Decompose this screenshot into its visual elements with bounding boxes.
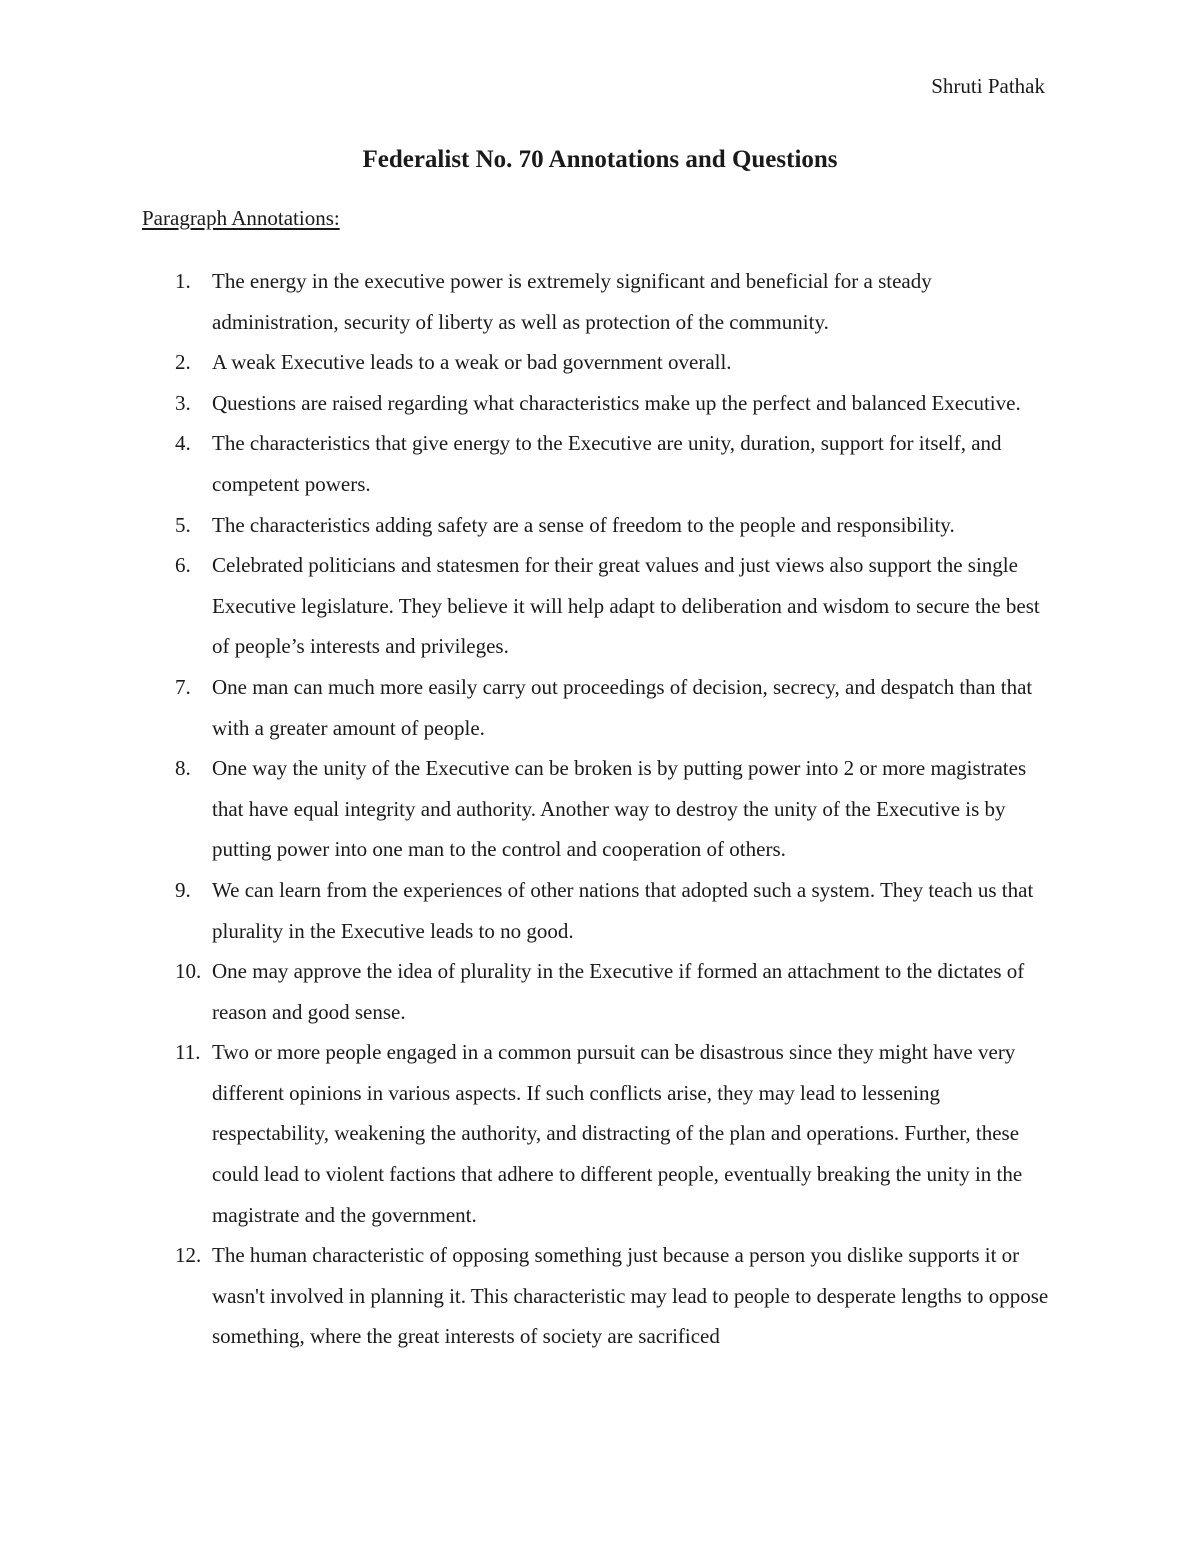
list-item [142,505,1062,546]
list-item [142,261,1062,342]
item-text: Questions are raised regarding what characteristics make up the perfect and balanced Executive. [212,390,1021,415]
item-number: 6. [175,553,191,578]
list-item [142,748,1062,870]
item-text: A weak Executive leads to a weak or bad government overall. [212,350,732,375]
item-text: The human characteristic of opposing something just because a person you dislike supports it or wasn't involved in planning it. This characteristic may lead to people to desperate lengths to oppose something, where the great interests of society are sacrificed [212,1243,1049,1349]
item-number: 10. [175,959,202,984]
item-number: 9. [175,877,191,902]
item-number: 8. [175,756,191,781]
item-number: 4. [175,431,191,456]
list-item [142,1235,1062,1357]
list-item [142,1032,1062,1235]
section-heading: Paragraph Annotations: [142,206,340,230]
annotation-list [142,261,1062,1357]
author-name: Shruti Pathak [931,74,1045,98]
item-text: One way the unity of the Executive can be broken is by putting power into 2 or more magistrates that have equal integrity and authority. Another way to destroy the unity of the Executive is by putting power into one man to the control and cooperation of others. [212,756,1027,862]
item-text: Celebrated politicians and statesmen for their great values and just views also support the single Executive legislature. They believe it will help adapt to deliberation and wisdom to secure the best of people’s interests and privileges. [212,553,1040,659]
list-item [142,667,1062,748]
document-title: Federalist No. 70 Annotations and Questions [362,146,838,173]
item-number: 12. [175,1243,202,1268]
list-item [142,383,1062,424]
item-number: 2. [175,350,191,375]
list-item [142,545,1062,667]
item-text: The characteristics adding safety are a sense of freedom to the people and responsibility. [212,512,955,537]
item-text: Two or more people engaged in a common pursuit can be disastrous since they might have very different opinions in various aspects. If such conflicts arise, they may lead to lessening respectability, weakening the authority, and distracting of the plan and operations. Further, these could lead to violent factions that adhere to different people, eventually breaking the unity in the magistrate and the government. [212,1040,1023,1227]
item-number: 7. [175,674,191,699]
item-text: The energy in the executive power is extremely significant and beneficial for a steady administration, security of liberty as well as protection of the community. [212,269,932,334]
list-item [142,342,1062,383]
item-number: 5. [175,512,191,537]
item-number: 11. [175,1040,201,1065]
item-text: The characteristics that give energy to the Executive are unity, duration, support for itself, and competent powers. [212,431,1002,496]
item-text: One man can much more easily carry out proceedings of decision, secrecy, and despatch than that with a greater amount of people. [212,674,1033,740]
item-text: We can learn from the experiences of other nations that adopted such a system. They teach us that plurality in the Executive leads to no good. [212,877,1034,943]
list-item [142,951,1062,1032]
item-number: 1. [175,269,191,293]
item-text: One may approve the idea of plurality in the Executive if formed an attachment to the dictates of reason and good sense. [212,959,1025,1024]
list-item [142,423,1062,504]
list-item [142,870,1062,951]
item-number: 3. [175,390,191,415]
